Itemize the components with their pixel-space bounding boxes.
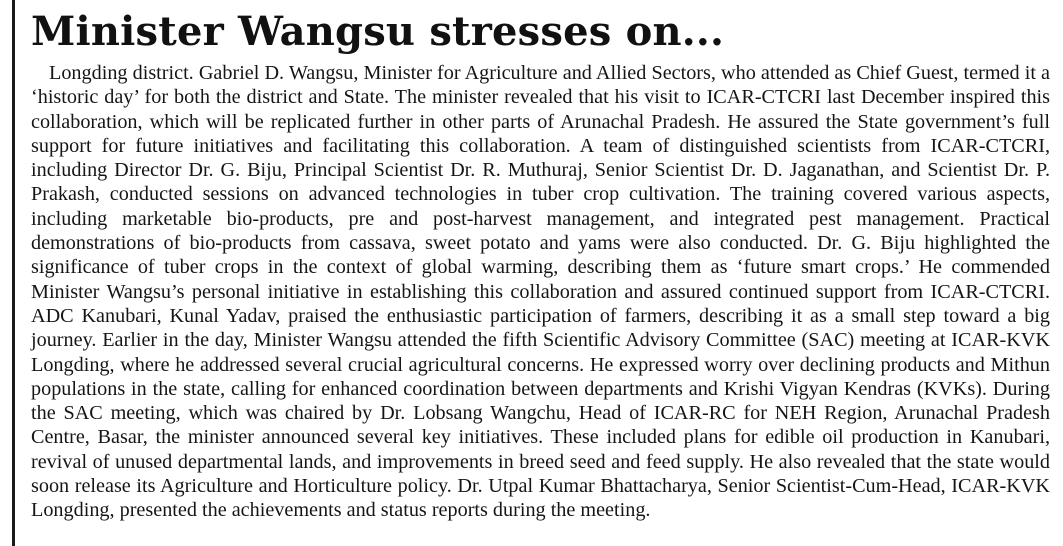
- news-article: [31, 6, 1050, 523]
- column-rule: [12, 0, 15, 546]
- article-headline: Minister Wangsu stresses on...: [31, 8, 725, 55]
- article-body: Longding district. Gabriel D. Wangsu, Minister for Agriculture and Allied Sectors, who attended as Chief Guest, termed it a ‘historic day’ for both the district and State. The minister revealed that his visit to ICAR-CTCRI last December inspired this collaboration, which will be replicated further in other parts of Arunachal Pradesh. He assured the State government’s full support for future initiatives and facilitating this collaboration. A team of distinguished scientists from ICAR-CTCRI, including Director Dr. G. Biju, Principal Scientist Dr. R. Muthuraj, Senior Scientist Dr. D. Jaganathan, and Scientist Dr. P. Prakash, conducted sessions on advanced technologies in tuber crop cultivation. The training covered various aspects, including marketable bio-products, pre and post-harvest management, and integrated pest management. Practical demonstrations of bio-products from cassava, sweet potato and yams were also conducted. Dr. G. Biju highlighted the significance of tuber crops in the context of global warming, describing them as ‘future smart crops.’ He commended Minister Wangsu’s personal initiative in establishing this collaboration and assured continued support from ICAR-CTCRI. ADC Kanubari, Kunal Yadav, praised the enthusiastic participation of farmers, describing it as a small step toward a big journey. Earlier in the day, Minister Wangsu attended the fifth Scientific Advisory Committee (SAC) meeting at ICAR-KVK Longding, where he addressed several crucial agricultural concerns. He expressed worry over declining products and Mithun populations in the state, calling for enhanced coordination between departments and Krishi Vigyan Kendras (KVKs). During the SAC meeting, which was chaired by Dr. Lobsang Wangchu, Head of ICAR-RC for NEH Region, Arunachal Pradesh Centre, Basar, the minister announced several key initiatives. These included plans for edible oil production in Kanubari, revival of unused departmental lands, and improvements in breed seed and feed supply. He also revealed that the state would soon release its Agriculture and Horticulture policy. Dr. Utpal Kumar Bhattacharya, Senior Scientist-Cum-Head, ICAR-KVK Longding, presented the achievements and status reports during the meeting.: [31, 62, 1050, 522]
